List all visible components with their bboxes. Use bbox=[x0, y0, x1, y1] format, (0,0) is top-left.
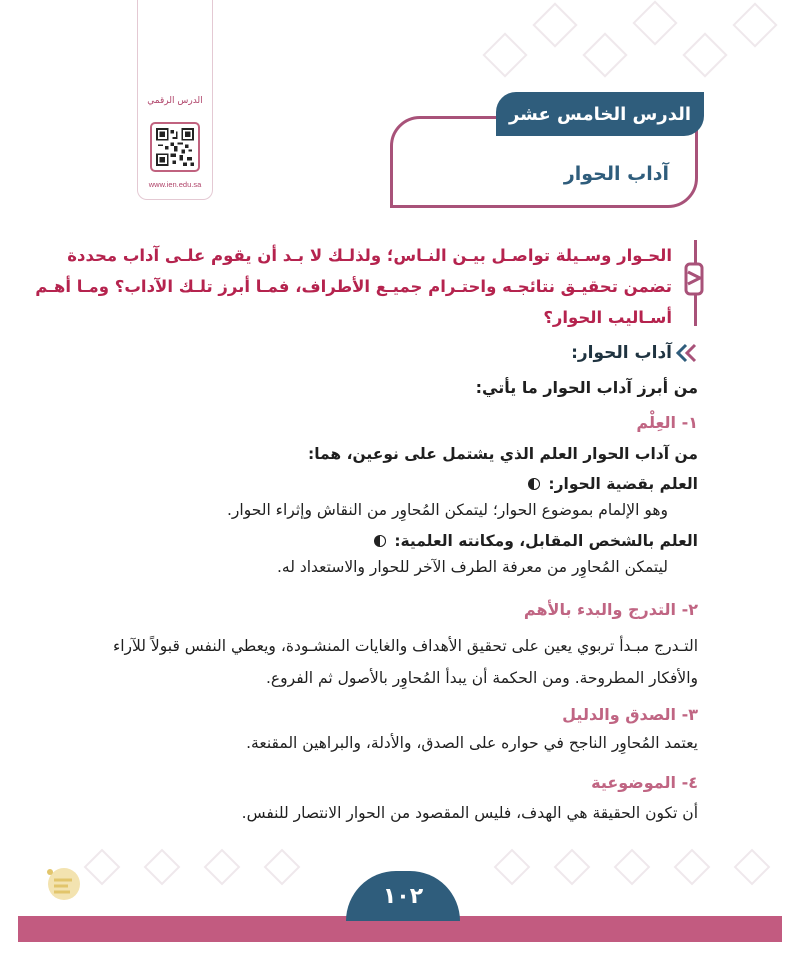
item-heading: ١- العِلْم bbox=[636, 413, 698, 432]
bullet-description: ليتمكن المُحاوِر من معرفة الطرف الآخر للحوار والاستعداد له. bbox=[276, 558, 668, 576]
bullet-item bbox=[374, 532, 698, 550]
item-paragraph: يعتمد المُحاوِر الناجح في حواره على الصدق، والأدلة، والبراهين المقنعة. bbox=[246, 734, 698, 752]
section-intro-line: من أبرز آداب الحوار ما يأتي: bbox=[475, 378, 698, 397]
bullet-title: العلم بالشخص المقابل، ومكانته العلمية: bbox=[394, 532, 698, 550]
bullet-title: العلم بقضية الحوار: bbox=[548, 475, 698, 493]
chevron-double-left-icon bbox=[676, 343, 698, 363]
digital-lesson-url[interactable]: www.ien.edu.sa bbox=[148, 180, 202, 189]
bullet-description: وهو الإلمام بموضوع الحوار؛ ليتمكن المُحاوِر من النقاش وإثراء الحوار. bbox=[226, 501, 668, 519]
item-paragraph: التـدرج مبـدأ تربوي يعين على تحقيق الأهداف والغايات المنشـودة، ويعطي النفس قبولاً للآراء والأفكار المطروحة. ومن الحكمة أن يبدأ المُحاوِر بالأصول ثم الفروع. bbox=[112, 637, 698, 687]
page-number: ١٠٢ bbox=[346, 871, 460, 921]
lesson-number-tab: الدرس الخامس عشر bbox=[496, 92, 704, 136]
digital-lesson-card[interactable] bbox=[137, 0, 213, 200]
digital-lesson-label: الدرس الرقمي bbox=[147, 96, 203, 106]
bullet-item bbox=[528, 475, 698, 493]
qr-code-icon[interactable] bbox=[150, 122, 200, 172]
lesson-title: آداب الحوار bbox=[563, 163, 669, 185]
bullet-half-circle-icon bbox=[374, 535, 386, 547]
section-title bbox=[571, 343, 698, 363]
intro-ribbon-icon bbox=[680, 262, 708, 296]
publisher-logo-icon bbox=[40, 860, 84, 904]
intro-paragraph: الحـوار وسـيلة تواصـل بيـن النـاس؛ ولذلـك لا بـد أن يقوم علـى آداب محددة تضمن تحقيـق نتائجـه واحتـرام جميـع الأطراف، فمـا أبرز تلـك الآداب؟ ومـا أهـم أسـاليب الحوار؟ bbox=[35, 246, 672, 327]
item-heading: ٤- الموضوعية bbox=[591, 773, 698, 792]
item-heading: ٣- الصدق والدليل bbox=[562, 705, 698, 724]
item-paragraph: أن تكون الحقيقة هي الهدف، فليس المقصود من الحوار الانتصار للنفس. bbox=[241, 804, 698, 822]
item-lead: من آداب الحوار العلم الذي يشتمل على نوعين، هما: bbox=[308, 445, 698, 463]
section-title-text: آداب الحوار: bbox=[571, 343, 672, 363]
item-heading: ٢- التدرج والبدء بالأهم bbox=[523, 600, 698, 619]
bullet-half-circle-icon bbox=[528, 478, 540, 490]
